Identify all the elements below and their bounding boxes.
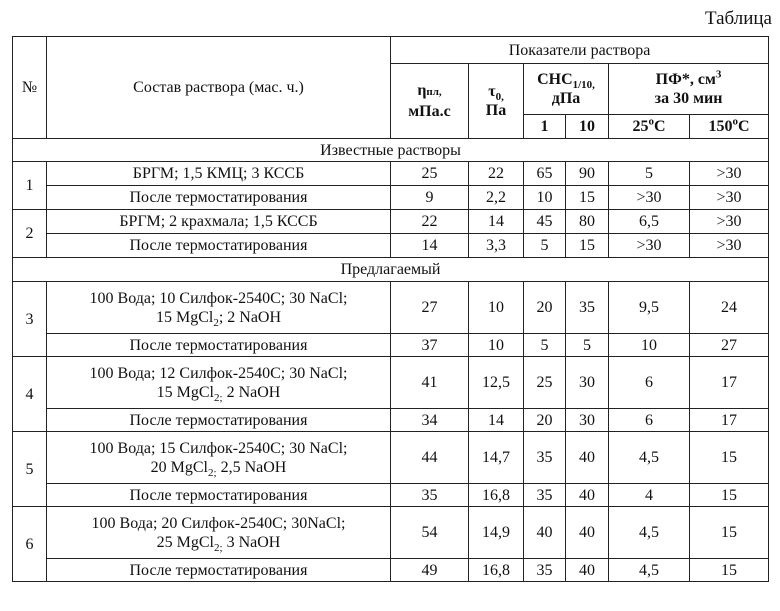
pf25-cell: 6 xyxy=(609,357,690,409)
pf150-cell: 15 xyxy=(690,507,769,559)
table-row xyxy=(13,186,769,210)
row-number: 6 xyxy=(13,507,47,582)
tau-cell: 22 xyxy=(469,162,524,186)
table-row xyxy=(13,234,769,258)
sns10-cell: 40 xyxy=(566,432,609,484)
composition-cell: После термостатирования xyxy=(47,409,391,432)
header-composition: Состав раствора (мас. ч.) xyxy=(47,37,391,139)
pf150-cell: 15 xyxy=(690,432,769,484)
pf150-cell: 17 xyxy=(690,409,769,432)
sns1-cell: 35 xyxy=(524,432,566,484)
pf25-cell: >30 xyxy=(609,186,690,210)
table-row xyxy=(13,162,769,186)
sns1-cell: 35 xyxy=(524,484,566,507)
eta-cell: 41 xyxy=(391,357,469,409)
table-row xyxy=(13,282,769,334)
sns1-cell: 5 xyxy=(524,334,566,357)
tau-cell: 14 xyxy=(469,210,524,234)
eta-cell: 9 xyxy=(391,186,469,210)
sns10-cell: 40 xyxy=(566,484,609,507)
sns10-cell: 15 xyxy=(566,186,609,210)
table-row xyxy=(13,432,769,484)
sns1-cell: 25 xyxy=(524,357,566,409)
pf150-cell: 27 xyxy=(690,334,769,357)
sns10-cell: 35 xyxy=(566,282,609,334)
results-table xyxy=(12,36,769,582)
pf150-cell: >30 xyxy=(690,210,769,234)
section-row-proposed xyxy=(13,258,769,282)
composition-cell: БРГМ; 2 крахмала; 1,5 КССБ xyxy=(47,210,391,234)
sns10-cell: 30 xyxy=(566,357,609,409)
pf150-cell: 15 xyxy=(690,559,769,582)
section-title: Известные растворы xyxy=(13,139,769,162)
composition-cell: 100 Вода; 10 Силфок-2540С; 30 NaCl; 15 MgCl$_2$; 2 NaOH xyxy=(47,282,391,334)
pf25-cell: 4,5 xyxy=(609,507,690,559)
sns1-cell: 20 xyxy=(524,282,566,334)
table-row xyxy=(13,357,769,409)
composition-cell: БРГМ; 1,5 КМЦ; 3 КССБ xyxy=(47,162,391,186)
sns1-cell: 45 xyxy=(524,210,566,234)
table-row xyxy=(13,507,769,559)
sns10-cell: 40 xyxy=(566,559,609,582)
table-row xyxy=(13,559,769,582)
composition-cell: После термостатирования xyxy=(47,186,391,210)
tau-cell: 16,8 xyxy=(469,559,524,582)
sns10-cell: 90 xyxy=(566,162,609,186)
pf25-cell: >30 xyxy=(609,234,690,258)
composition-cell: После термостатирования xyxy=(47,559,391,582)
eta-cell: 27 xyxy=(391,282,469,334)
sns1-cell: 5 xyxy=(524,234,566,258)
composition-cell: После термостатирования xyxy=(47,234,391,258)
pf25-cell: 5 xyxy=(609,162,690,186)
header-tau: $\tau_{0,}$ Па xyxy=(469,64,524,139)
sns10-cell: 30 xyxy=(566,409,609,432)
pf25-cell: 4 xyxy=(609,484,690,507)
pf150-cell: >30 xyxy=(690,162,769,186)
pf150-cell: 24 xyxy=(690,282,769,334)
pf25-cell: 6,5 xyxy=(609,210,690,234)
row-number: 5 xyxy=(13,432,47,507)
tau-cell: 3,3 xyxy=(469,234,524,258)
sns1-cell: 10 xyxy=(524,186,566,210)
pf25-cell: 4,5 xyxy=(609,559,690,582)
row-number: 4 xyxy=(13,357,47,432)
table-body xyxy=(13,139,769,582)
header-sns: $СНС_{1/10,}$ дПа xyxy=(524,64,609,115)
header-num: № xyxy=(13,37,47,139)
table-row xyxy=(13,210,769,234)
header-indicators: Показатели раствора xyxy=(391,37,769,64)
pf150-cell: 15 xyxy=(690,484,769,507)
sns10-cell: 15 xyxy=(566,234,609,258)
section-row-known xyxy=(13,139,769,162)
header-pf-150: $150^оС$ xyxy=(690,115,769,139)
table-caption: Таблица xyxy=(704,8,772,29)
section-title: Предлагаемый xyxy=(13,258,769,282)
eta-cell: 34 xyxy=(391,409,469,432)
tau-cell: 12,5 xyxy=(469,357,524,409)
eta-cell: 37 xyxy=(391,334,469,357)
tau-cell: 14 xyxy=(469,409,524,432)
pf25-cell: 9,5 xyxy=(609,282,690,334)
table-row xyxy=(13,484,769,507)
eta-cell: 22 xyxy=(391,210,469,234)
row-number: 3 xyxy=(13,282,47,357)
tau-cell: 10 xyxy=(469,282,524,334)
sns10-cell: 40 xyxy=(566,507,609,559)
composition-cell: После термостатирования xyxy=(47,334,391,357)
row-number: 1 xyxy=(13,162,47,210)
pf150-cell: 17 xyxy=(690,357,769,409)
table-header xyxy=(13,37,769,139)
table-row xyxy=(13,334,769,357)
sns10-cell: 5 xyxy=(566,334,609,357)
pf150-cell: >30 xyxy=(690,186,769,210)
sns10-cell: 80 xyxy=(566,210,609,234)
header-pf-25: $25^оС$ xyxy=(609,115,690,139)
tau-cell: 16,8 xyxy=(469,484,524,507)
sns1-cell: 20 xyxy=(524,409,566,432)
pf150-cell: >30 xyxy=(690,234,769,258)
eta-cell: 35 xyxy=(391,484,469,507)
row-number: 2 xyxy=(13,210,47,258)
eta-cell: 25 xyxy=(391,162,469,186)
eta-cell: 14 xyxy=(391,234,469,258)
header-pf: ПФ*, $см^3$ за 30 мин xyxy=(609,64,769,115)
tau-cell: 10 xyxy=(469,334,524,357)
composition-cell: 100 Вода; 12 Силфок-2540С; 30 NaCl; 15 MgCl$_{2;}$ 2 NaOH xyxy=(47,357,391,409)
table-row xyxy=(13,409,769,432)
pf25-cell: 6 xyxy=(609,409,690,432)
tau-cell: 14,7 xyxy=(469,432,524,484)
eta-cell: 49 xyxy=(391,559,469,582)
eta-cell: 44 xyxy=(391,432,469,484)
header-sns-1: 1 xyxy=(524,115,566,139)
composition-cell: После термостатирования xyxy=(47,484,391,507)
header-sns-10: 10 xyxy=(566,115,609,139)
header-eta: ηпл, мПа.с xyxy=(391,64,469,139)
tau-cell: 2,2 xyxy=(469,186,524,210)
pf25-cell: 10 xyxy=(609,334,690,357)
tau-cell: 14,9 xyxy=(469,507,524,559)
pf25-cell: 4,5 xyxy=(609,432,690,484)
composition-cell: 100 Вода; 20 Силфок-2540С; 30NaCl; 25 MgCl$_{2;}$ 3 NaOH xyxy=(47,507,391,559)
eta-cell: 54 xyxy=(391,507,469,559)
sns1-cell: 35 xyxy=(524,559,566,582)
sns1-cell: 65 xyxy=(524,162,566,186)
composition-cell: 100 Вода; 15 Силфок-2540С; 30 NaCl; 20 MgCl$_{2;}$ 2,5 NaOH xyxy=(47,432,391,484)
sns1-cell: 40 xyxy=(524,507,566,559)
